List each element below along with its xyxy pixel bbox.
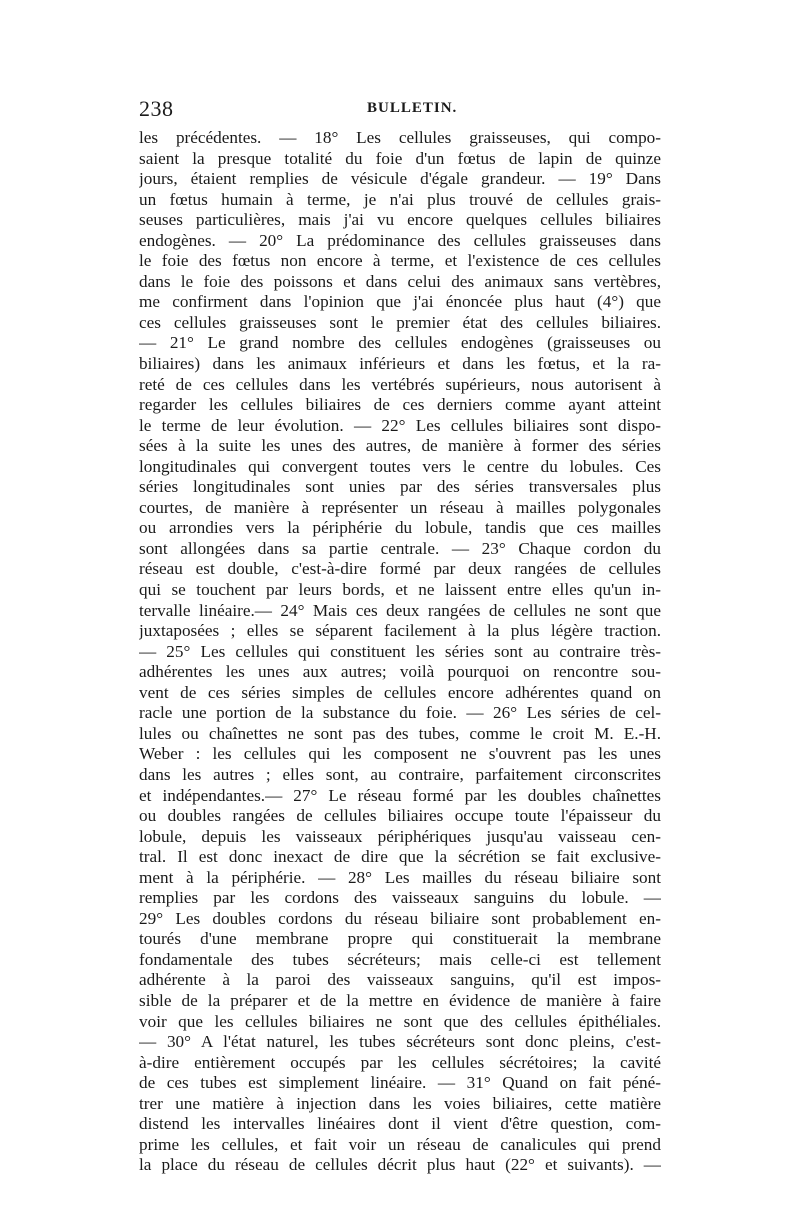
text-line: reté de ces cellules dans les vertébrés supérieurs, nous autorisent à	[139, 374, 661, 394]
text-line: endogènes. — 20° La prédominance des cellules graisseuses dans	[139, 230, 661, 250]
text-line: jours, étaient remplies de vésicule d'égale grandeur. — 19° Dans	[139, 169, 661, 189]
text-line: ou doubles rangées de cellules biliaires occupe toute l'épaisseur du	[139, 806, 661, 826]
text-line: tral. Il est donc inexact de dire que la sécrétion se fait exclusive-	[139, 847, 661, 867]
text-line: les précédentes. — 18° Les cellules graisseuses, qui compo-	[139, 128, 661, 147]
text-line: à-dire entièrement occupés par les cellules sécrétoires; la cavité	[139, 1052, 661, 1072]
text-line: qui se touchent par leurs bords, et ne laissent entre elles qu'un in-	[139, 580, 661, 600]
text-line: voir que les cellules biliaires ne sont que des cellules épithéliales.	[139, 1011, 661, 1031]
text-line: sées à la suite les unes des autres, de manière à former des séries	[139, 436, 661, 456]
text-line: longitudinales qui convergent toutes vers le centre du lobules. Ces	[139, 456, 661, 476]
text-line: racle une portion de la substance du foie. — 26° Les séries de cel-	[139, 703, 661, 723]
text-line: me confirment dans l'opinion que j'ai énoncée plus haut (4°) que	[139, 292, 661, 312]
text-line: séries longitudinales sont unies par des séries transversales plus	[139, 477, 661, 497]
text-line: réseau est double, c'est-à-dire formé par deux rangées de cellules	[139, 559, 661, 579]
text-line: dans les autres ; elles sont, au contraire, parfaitement circonscrites	[139, 764, 661, 784]
text-line: — 25° Les cellules qui constituent les séries sont au contraire très-	[139, 641, 661, 661]
text-line: un fœtus humain à terme, je n'ai plus trouvé de cellules grais-	[139, 189, 661, 209]
text-line: — 30° A l'état naturel, les tubes sécréteurs sont donc pleins, c'est-	[139, 1032, 661, 1052]
text-line: fondamentale des tubes sécréteurs; mais celle-ci est tellement	[139, 949, 661, 969]
page-number: 238	[139, 96, 174, 121]
text-line: tervalle linéaire.— 24° Mais ces deux rangées de cellules ne sont que	[139, 600, 661, 620]
text-line: sible de la préparer et de la mettre en évidence de manière à faire	[139, 990, 661, 1010]
text-line: adhérente à la paroi des vaisseaux sanguins, qu'il est impos-	[139, 970, 661, 990]
text-line: lobule, depuis les vaisseaux périphériques jusqu'au vaisseau cen-	[139, 826, 661, 846]
text-line: le foie des fœtus non encore à terme, et l'existence de ces cellules	[139, 251, 661, 271]
text-line: ces cellules graisseuses sont le premier état des cellules biliaires.	[139, 312, 661, 332]
text-line: vent de ces séries simples de cellules encore adhérentes quand on	[139, 682, 661, 702]
text-line: juxtaposées ; elles se séparent facilement à la plus légère traction.	[139, 621, 661, 641]
text-line: adhérentes les unes aux autres; voilà pourquoi on rencontre sou-	[139, 662, 661, 682]
text-line: trer une matière à injection dans les voies biliaires, cette matière	[139, 1093, 661, 1113]
text-line: regarder les cellules biliaires de ces derniers comme ayant atteint	[139, 395, 661, 415]
text-line: 29° Les doubles cordons du réseau biliaire sont probablement en-	[139, 908, 661, 928]
text-line: de ces tubes est simplement linéaire. — 31° Quand on fait péné-	[139, 1073, 661, 1093]
running-head: BULLETIN.	[367, 100, 458, 116]
text-line: le terme de leur évolution. — 22° Les cellules biliaires sont dispo-	[139, 415, 661, 435]
text-line: biliaires) dans les animaux inférieurs et dans les fœtus, et la ra-	[139, 354, 661, 374]
page-header	[139, 96, 661, 126]
text-line: et indépendantes.— 27° Le réseau formé par les doubles chaînettes	[139, 785, 661, 805]
text-line: la place du réseau de cellules décrit plus haut (22° et suivants). —	[139, 1155, 661, 1175]
text-line: — 21° Le grand nombre des cellules endogènes (graisseuses ou	[139, 333, 661, 353]
text-line: courtes, de manière à représenter un réseau à mailles polygonales	[139, 497, 661, 517]
body-text	[139, 128, 661, 1176]
text-line: seuses particulières, mais j'ai vu encore quelques cellules biliaires	[139, 210, 661, 230]
text-line: ment à la périphérie. — 28° Les mailles du réseau biliaire sont	[139, 867, 661, 887]
text-line: dans le foie des poissons et dans celui des animaux sans vertèbres,	[139, 271, 661, 291]
text-line: distend les intervalles linéaires dont il vient d'être question, com-	[139, 1114, 661, 1134]
text-line: prime les cellules, et fait voir un réseau de canalicules qui prend	[139, 1134, 661, 1154]
text-line: lules ou chaînettes ne sont pas des tubes, comme le croit M. E.-H.	[139, 723, 661, 743]
text-line: remplies par les cordons des vaisseaux sanguins du lobule. —	[139, 888, 661, 908]
text-line: sont allongées dans sa partie centrale. — 23° Chaque cordon du	[139, 538, 661, 558]
text-line: saient la presque totalité du foie d'un fœtus de lapin de quinze	[139, 148, 661, 168]
text-line: ou arrondies vers la périphérie du lobule, tandis que ces mailles	[139, 518, 661, 538]
text-line: Weber : les cellules qui les composent ne s'ouvrent pas les unes	[139, 744, 661, 764]
text-line: tourés d'une membrane propre qui constituerait la membrane	[139, 929, 661, 949]
